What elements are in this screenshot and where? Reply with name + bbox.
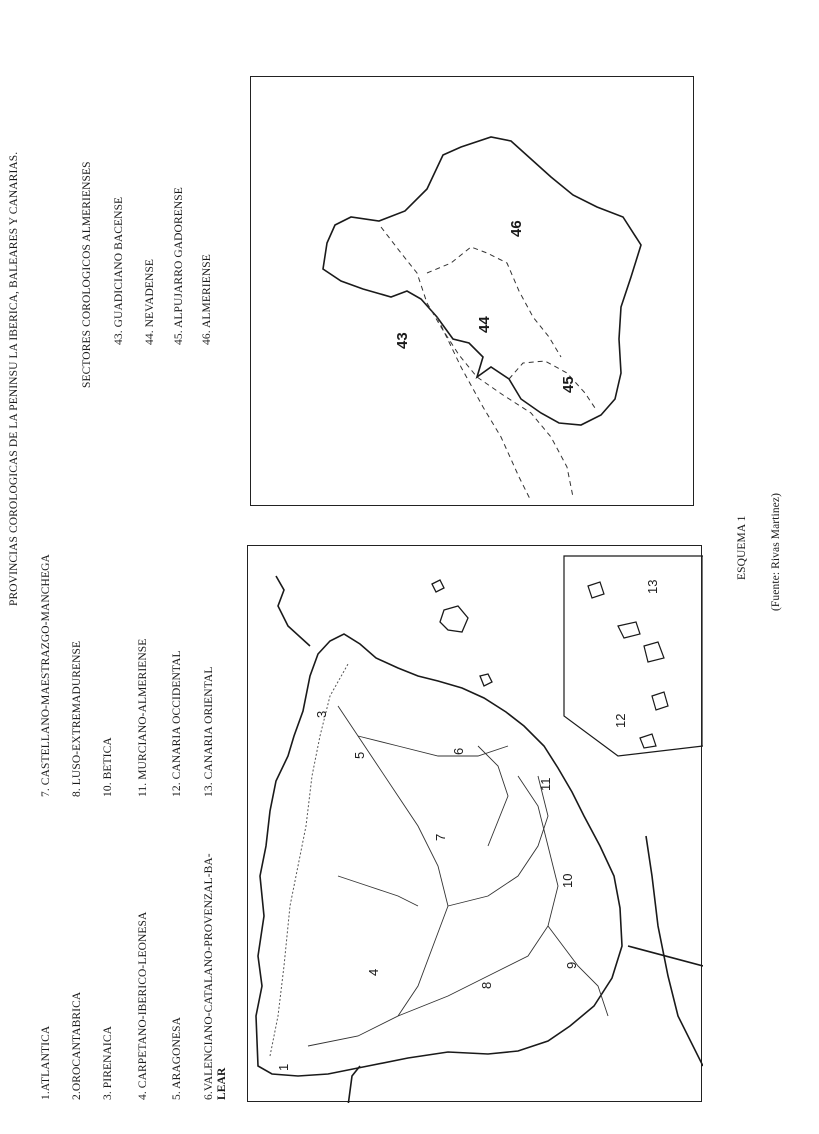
province-item-7: 7. CASTELLANO-MAESTRAZGO-MANCHEGA	[40, 554, 52, 797]
province-item-6: 6.VALENCIANO-CATALANO-PROVENZAL-BA-	[203, 853, 215, 1100]
region-boundary-g	[338, 876, 418, 906]
province-item-8: 8. LUSO-EXTREMADURENSE	[71, 640, 83, 797]
sector-divider-4	[437, 317, 531, 501]
sector-label-45: 45	[560, 376, 577, 393]
province-item-6-cont: LEAR	[216, 1067, 228, 1100]
almeria-map-drawing	[251, 77, 695, 507]
province-label-11: 11	[538, 777, 553, 791]
province-item-12: 12. CANARIA OCCIDENTAL	[171, 650, 183, 797]
iberia-map	[247, 545, 702, 1102]
iberia-map-drawing	[248, 546, 703, 1103]
sector-labels	[394, 220, 577, 393]
atlantic-band	[270, 664, 348, 1056]
provinces-title: PROVINCIAS COROLOGICAS DE LA PENINSU LA IBERICA, BALEARES Y CANARIAS.	[8, 151, 20, 606]
province-item-3: 3. PIRENAICA	[102, 1025, 114, 1100]
sector-label-46: 46	[508, 220, 525, 237]
region-boundary-e	[548, 926, 608, 1016]
region-boundary-f	[478, 746, 508, 846]
france-coast	[348, 1066, 360, 1103]
province-label-12: 12	[613, 713, 628, 728]
figure-caption: ESQUEMA 1	[736, 515, 748, 580]
province-item-13: 13. CANARIA ORIENTAL	[203, 666, 215, 797]
province-item-10: 10. BETICA	[102, 737, 114, 797]
province-label-4: 4	[366, 968, 381, 976]
peninsula-coastline	[256, 634, 622, 1076]
sector-item-44: 44. NEVADENSE	[144, 258, 156, 345]
region-boundary-b	[398, 776, 558, 1016]
almeria-boundary	[323, 137, 641, 425]
island-mallorca	[440, 606, 468, 632]
africa-coast	[646, 836, 703, 1066]
sector-divider-3	[509, 361, 597, 411]
canaries-box	[564, 556, 703, 756]
sectors-title: SECTORES COROLOGICOS ALMERIENSES	[81, 161, 93, 388]
province-item-11: 11. MURCIANO-ALMERIENSE	[137, 638, 149, 797]
region-boundary-a	[308, 706, 448, 1046]
province-item-1: 1.ATLANTICA	[40, 1025, 52, 1100]
province-item-4: 4. CARPETANO-IBERICO-LEONESA	[137, 911, 149, 1100]
france-border	[276, 576, 310, 646]
island-canaria-2	[588, 582, 604, 598]
province-item-2: 2.OROCANTABRICA	[71, 991, 83, 1100]
sector-item-43: 43. GUADICIANO BACENSE	[113, 196, 125, 345]
province-label-9: 9	[564, 961, 579, 969]
almeria-map	[250, 76, 694, 506]
province-label-10: 10	[560, 873, 575, 888]
province-labels	[276, 580, 660, 1071]
province-item-5: 5. ARAGONESA	[171, 1017, 183, 1100]
island-canaria-3	[644, 642, 664, 662]
sector-divider-2	[427, 247, 561, 357]
sector-item-45: 45. ALPUJARRO GADORENSE	[173, 187, 185, 345]
province-label-5: 5	[352, 751, 367, 759]
island-canaria-5	[640, 734, 656, 748]
province-label-3: 3	[314, 710, 329, 718]
island-canaria-4	[652, 692, 668, 710]
sector-label-44: 44	[476, 316, 493, 333]
sector-divider-1	[381, 227, 573, 497]
province-label-1: 1	[276, 1063, 291, 1071]
island-menorca	[432, 580, 444, 592]
figure-source: (Fuente: Rivas Martinez)	[770, 492, 782, 611]
sector-item-46: 46. ALMERIENSE	[201, 254, 213, 345]
province-label-8: 8	[479, 981, 494, 989]
island-ibiza	[480, 674, 492, 686]
province-label-6: 6	[451, 747, 466, 755]
sector-label-43: 43	[394, 332, 411, 349]
province-label-7: 7	[433, 833, 448, 841]
province-label-13: 13	[645, 579, 660, 594]
region-boundary-c	[448, 776, 548, 906]
island-canaria-1	[618, 622, 640, 638]
